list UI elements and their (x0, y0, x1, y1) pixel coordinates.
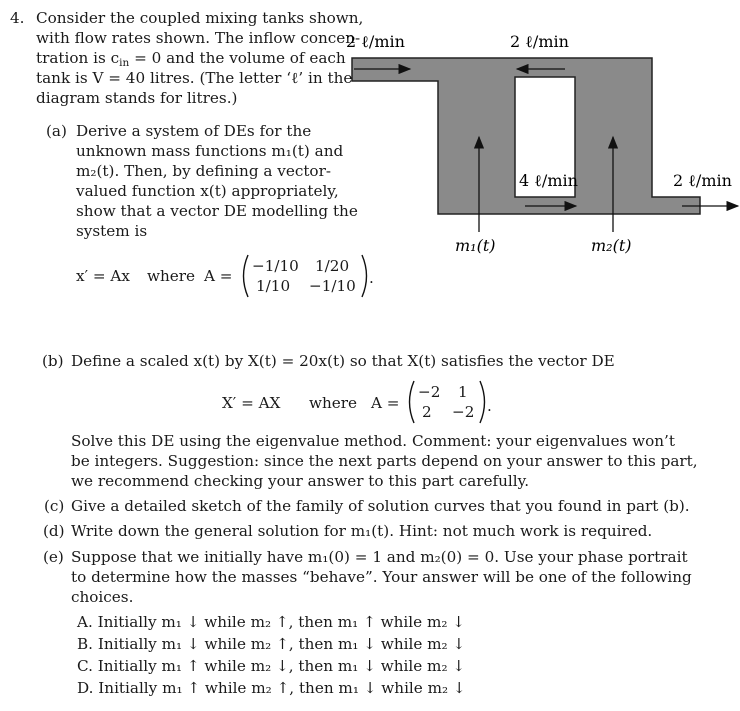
part-b-eq-where: where (309, 394, 358, 412)
part-b-matrix-21: 2 (422, 403, 432, 421)
flow-in-label: 2 ℓ/min (346, 32, 405, 51)
part-a-matrix-21: 1/10 (256, 277, 291, 295)
part-b-line-2: Solve this DE using the eigenvalue method. Comment: your eigenvalues won’t (71, 432, 675, 450)
mixing-tanks-diagram (340, 25, 740, 265)
part-b-line-1: Define a scaled x(t) by X(t) = 20x(t) so that X(t) satisfies the vector DE (71, 352, 615, 370)
part-a-matrix-22: −1/10 (309, 277, 356, 295)
part-b-matrix-11: −2 (418, 383, 441, 401)
choice-b: B. Initially m₁ ↓ while m₂ ↑, then m₁ ↓ while m₂ ↓ (77, 635, 466, 653)
part-d-label: (d) (43, 522, 65, 540)
part-b-matrix-22: −2 (452, 403, 475, 421)
part-b-matrix-12: 1 (458, 383, 468, 401)
part-e-line-1: Suppose that we initially have m₁(0) = 1 and m₂(0) = 0. Use your phase portrait (71, 548, 688, 566)
part-a-eq-where: where (147, 267, 196, 285)
flow-top-label: 2 ℓ/min (510, 32, 569, 51)
intro-line-4: tank is V = 40 litres. (The letter ‘ℓ’ in the (36, 69, 353, 87)
choice-a: A. Initially m₁ ↓ while m₂ ↑, then m₁ ↑ while m₂ ↓ (77, 613, 465, 631)
choice-c: C. Initially m₁ ↑ while m₂ ↓, then m₁ ↓ while m₂ ↓ (77, 657, 466, 675)
part-a-label: (a) (46, 122, 67, 140)
part-b-eq-end: . (487, 397, 492, 415)
part-b-line-3: be integers. Suggestion: since the next parts depend on your answer to this part, (71, 452, 698, 470)
part-a-eq-end: . (369, 269, 374, 287)
part-a-matrix-12: 1/20 (315, 257, 350, 275)
choice-d: D. Initially m₁ ↑ while m₂ ↑, then m₁ ↓ while m₂ ↓ (77, 679, 466, 697)
part-a-line-3: m₂(t). Then, by defining a vector- (76, 162, 331, 180)
part-e-label: (e) (43, 548, 64, 566)
part-b-line-4: we recommend checking your answer to this part carefully. (71, 472, 530, 490)
part-a-eq-left: x′ = Ax (76, 267, 130, 285)
part-b-eq-A: A = (371, 394, 400, 412)
flow-mid-label: 4 ℓ/min (519, 171, 578, 190)
part-b-label: (b) (42, 352, 64, 370)
part-b-eq-left: X′ = AX (222, 394, 281, 412)
part-a-line-2: unknown mass functions m₁(t) and (76, 142, 344, 160)
m2-label: m₂(t) (591, 236, 632, 255)
part-c-label: (c) (44, 497, 65, 515)
intro-line-2: with flow rates shown. The inflow concen- (36, 29, 361, 47)
intro-line-3a: tration is c (36, 49, 120, 67)
problem-number: 4. (10, 9, 25, 27)
part-a-line-5: show that a vector DE modelling the (76, 202, 358, 220)
part-e-line-3: choices. (71, 588, 134, 606)
part-a-line-6: system is (76, 222, 148, 240)
part-e-line-2: to determine how the masses “behave”. Your answer will be one of the following (71, 568, 692, 586)
flow-out-label: 2 ℓ/min (673, 171, 732, 190)
part-a-line-4: valued function x(t) appropriately, (76, 182, 339, 200)
intro-line-5: diagram stands for litres.) (36, 89, 238, 107)
part-a-line-1: Derive a system of DEs for the (76, 122, 312, 140)
intro-line-1: Consider the coupled mixing tanks shown, (36, 9, 364, 27)
part-c-text: Give a detailed sketch of the family of solution curves that you found in part (b). (71, 497, 690, 515)
part-a-matrix-11: −1/10 (252, 257, 299, 275)
intro-line-3b: = 0 and the volume of each (129, 49, 346, 67)
part-a-eq-A: A = (204, 267, 233, 285)
cin-subscript: in (119, 57, 130, 69)
m1-label: m₁(t) (455, 236, 496, 255)
part-d-text: Write down the general solution for m₁(t). Hint: not much work is required. (71, 522, 653, 540)
